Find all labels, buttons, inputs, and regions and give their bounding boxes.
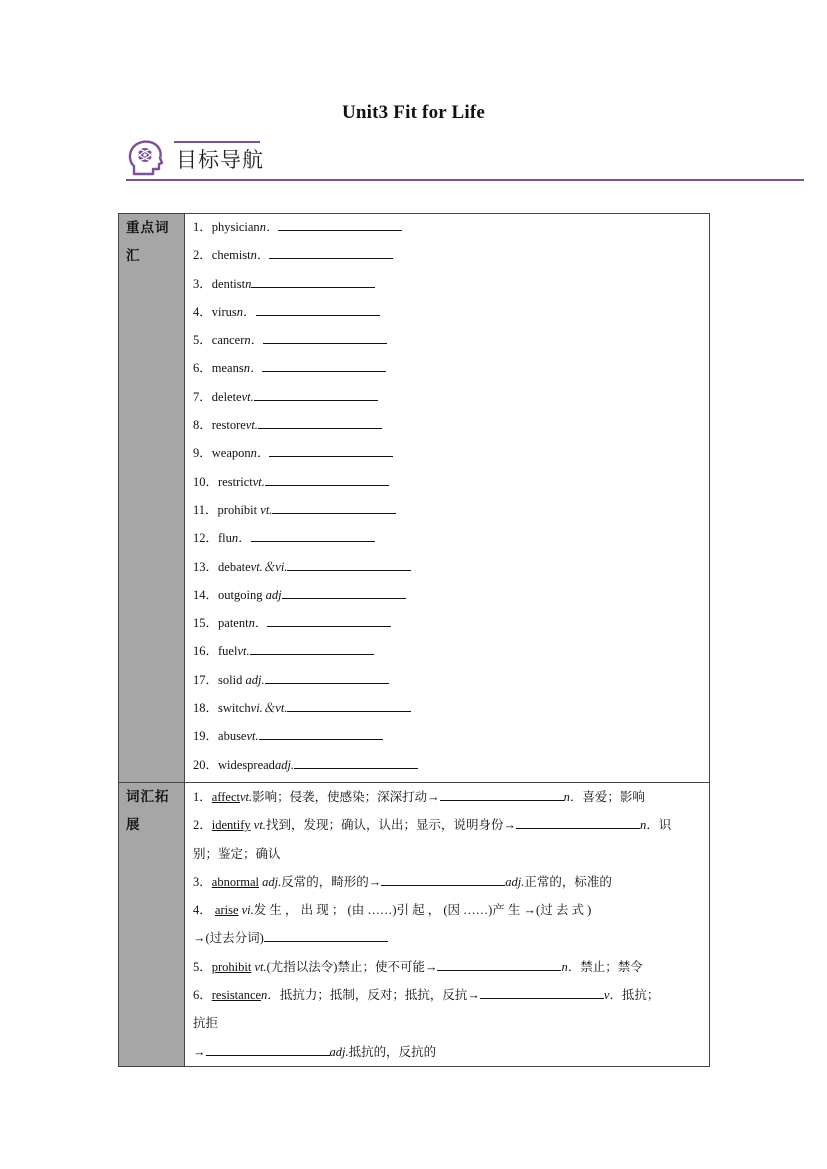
key-vocab-label: 重点词汇 (119, 214, 185, 783)
item-number: 2． (193, 248, 212, 263)
answer-blank[interactable] (265, 471, 389, 486)
headword: prohibit (211, 959, 252, 974)
brain-head-icon (126, 138, 166, 178)
item-word: dentist (211, 276, 246, 291)
answer-blank[interactable] (250, 640, 374, 655)
item-pos: adj. (245, 672, 265, 687)
vocab-table (118, 213, 710, 1067)
item-number: 16． (193, 644, 219, 659)
expand-item-2-cont: 别；鉴定；确认 (193, 846, 281, 861)
expand-item-3: 3．abnormal adj.反常的，畸形的→ adj.正常的，标准的 (193, 868, 703, 896)
answer-blank[interactable] (278, 216, 402, 231)
answer-blank[interactable] (254, 386, 378, 401)
expand-item-6-cont: 抗拒 (193, 1016, 219, 1031)
answer-blank[interactable] (287, 697, 411, 712)
vocab-item (193, 584, 703, 612)
vocab-expand-section (119, 782, 710, 1066)
item-number: 13． (193, 559, 219, 574)
item-pos: vt. (246, 729, 259, 744)
section-banner (126, 138, 804, 182)
answer-blank[interactable] (269, 442, 393, 457)
banner-title: 目标导航 (176, 148, 264, 172)
expand-item-1: 1．affectvt.影响；侵袭，使感染；深深打动→ n．喜爱；影响 (193, 783, 703, 811)
answer-blank[interactable] (282, 584, 406, 599)
item-pos: n (245, 276, 252, 291)
answer-blank[interactable] (267, 612, 391, 627)
item-number: 1． (193, 220, 212, 234)
item-word: physician (211, 220, 260, 234)
answer-blank[interactable] (251, 273, 375, 288)
answer-blank[interactable] (437, 956, 561, 971)
vocab-item (193, 329, 703, 357)
item-pos: vt. (260, 502, 273, 517)
item-pos: n． (250, 446, 270, 461)
item-word: flu (218, 531, 232, 546)
item-number: 6． (193, 361, 212, 376)
item-pos: adj. (274, 757, 295, 772)
item-number: 8． (193, 418, 212, 433)
answer-blank[interactable] (206, 1041, 330, 1056)
answer-blank[interactable] (480, 984, 604, 999)
item-word: chemist (211, 248, 251, 263)
item-pos: n． (243, 361, 263, 376)
vocab-item (193, 471, 703, 499)
key-vocab-section (119, 214, 710, 783)
vocab-item (193, 442, 703, 470)
answer-blank[interactable] (294, 754, 418, 769)
item-number: 9． (193, 446, 212, 461)
item-pos: vi.＆vt. (250, 701, 288, 716)
answer-blank[interactable] (256, 301, 380, 316)
vocab-item (193, 697, 703, 725)
expand-item-2: 2．identify vt.找到，发现；确认，认出；显示，说明身份→ n．识 (193, 811, 703, 839)
vocab-item (193, 499, 703, 527)
vocab-item (193, 414, 703, 442)
vocab-item (193, 386, 703, 414)
answer-blank[interactable] (258, 414, 382, 429)
item-number: 3． (193, 276, 212, 291)
answer-blank[interactable] (269, 244, 393, 259)
item-pos: vt. (237, 644, 250, 659)
answer-blank[interactable] (440, 786, 564, 801)
headword: resistance (211, 988, 262, 1003)
item-word: means (211, 361, 244, 376)
answer-blank[interactable] (259, 725, 383, 740)
item-pos: vt.＆vi. (250, 559, 288, 574)
item-word: solid (218, 672, 246, 687)
vocab-item (193, 669, 703, 697)
item-word: delete (211, 389, 242, 404)
item-pos: n． (248, 616, 268, 631)
item-pos: n． (244, 333, 264, 348)
item-number: 11． (193, 502, 218, 517)
item-word: switch (218, 701, 251, 716)
item-word: outgoing (218, 587, 266, 602)
item-word: cancer (211, 333, 245, 348)
item-number: 20． (193, 757, 219, 772)
expand-item-6-cont2: → adj.抵抗的，反抗的 (193, 1038, 703, 1066)
item-pos: n． (231, 531, 251, 546)
expand-item-4-cont: →(过去分词) (193, 924, 703, 952)
item-word: patent (218, 616, 249, 631)
item-number: 19． (193, 729, 219, 744)
item-pos: n． (259, 220, 279, 234)
answer-blank[interactable] (264, 927, 388, 942)
banner-bottom-rule (126, 179, 804, 181)
vocab-expand-label: 词汇拓展 (119, 782, 185, 1066)
answer-blank[interactable] (263, 329, 387, 344)
item-pos: adj (265, 587, 282, 602)
answer-blank[interactable] (516, 814, 640, 829)
item-pos: vt. (241, 389, 254, 404)
vocab-item (193, 725, 703, 753)
item-number: 14． (193, 587, 219, 602)
vocab-item (193, 556, 703, 584)
expand-item-4: 4． arise vi.发 生 ， 出 现 ； (由 ……)引 起 ， (因 ……)产 生 →(过 去 式 ) (193, 903, 592, 918)
answer-blank[interactable] (287, 556, 411, 571)
item-pos: vt. (252, 474, 265, 489)
item-word: restore (211, 418, 246, 433)
vocab-item (193, 754, 703, 782)
headword: identify (211, 818, 251, 833)
expand-item-6: 6．resistancen．抵抗力；抵制，反对；抵抗，反抗→ v．抵抗； (193, 981, 703, 1009)
item-word: restrict (218, 474, 253, 489)
page-title: Unit3 Fit for Life (341, 102, 486, 123)
item-number: 12． (193, 531, 219, 546)
answer-blank[interactable] (265, 669, 389, 684)
item-number: 5． (193, 333, 212, 348)
headword: affect (211, 789, 240, 804)
vocab-item (193, 301, 703, 329)
vocab-item (193, 640, 703, 668)
vocab-item (193, 612, 703, 640)
expand-item-5: 5．prohibit vt.(尤指以法令)禁止；使不可能→ n．禁止；禁令 (193, 953, 703, 981)
banner-top-rule (174, 141, 260, 143)
vocab-item (193, 357, 703, 385)
item-word: fuel (218, 644, 238, 659)
answer-blank[interactable] (251, 527, 375, 542)
vocab-item (193, 527, 703, 555)
item-number: 15． (193, 616, 219, 631)
vocab-expand-list (185, 782, 710, 1066)
item-pos: vt. (245, 418, 258, 433)
headword: arise (214, 903, 239, 918)
item-word: weapon (211, 446, 251, 461)
item-word: virus (211, 304, 237, 319)
item-number: 10． (193, 474, 219, 489)
vocab-item (193, 244, 703, 272)
item-number: 4． (193, 304, 212, 319)
answer-blank[interactable] (272, 499, 396, 514)
vocab-item (193, 273, 703, 301)
item-word: abuse (218, 729, 247, 744)
item-pos: n． (250, 248, 270, 263)
answer-blank[interactable] (262, 357, 386, 372)
item-word: prohibit (217, 502, 261, 517)
item-word: debate (218, 559, 251, 574)
headword: abnormal (211, 874, 259, 889)
key-vocab-list (185, 214, 710, 783)
answer-blank[interactable] (381, 871, 505, 886)
item-number: 17． (193, 672, 219, 687)
item-pos: n． (236, 304, 256, 319)
vocab-item (193, 214, 703, 244)
item-word: widespread (218, 757, 275, 772)
item-number: 7． (193, 389, 212, 404)
item-number: 18． (193, 701, 219, 716)
